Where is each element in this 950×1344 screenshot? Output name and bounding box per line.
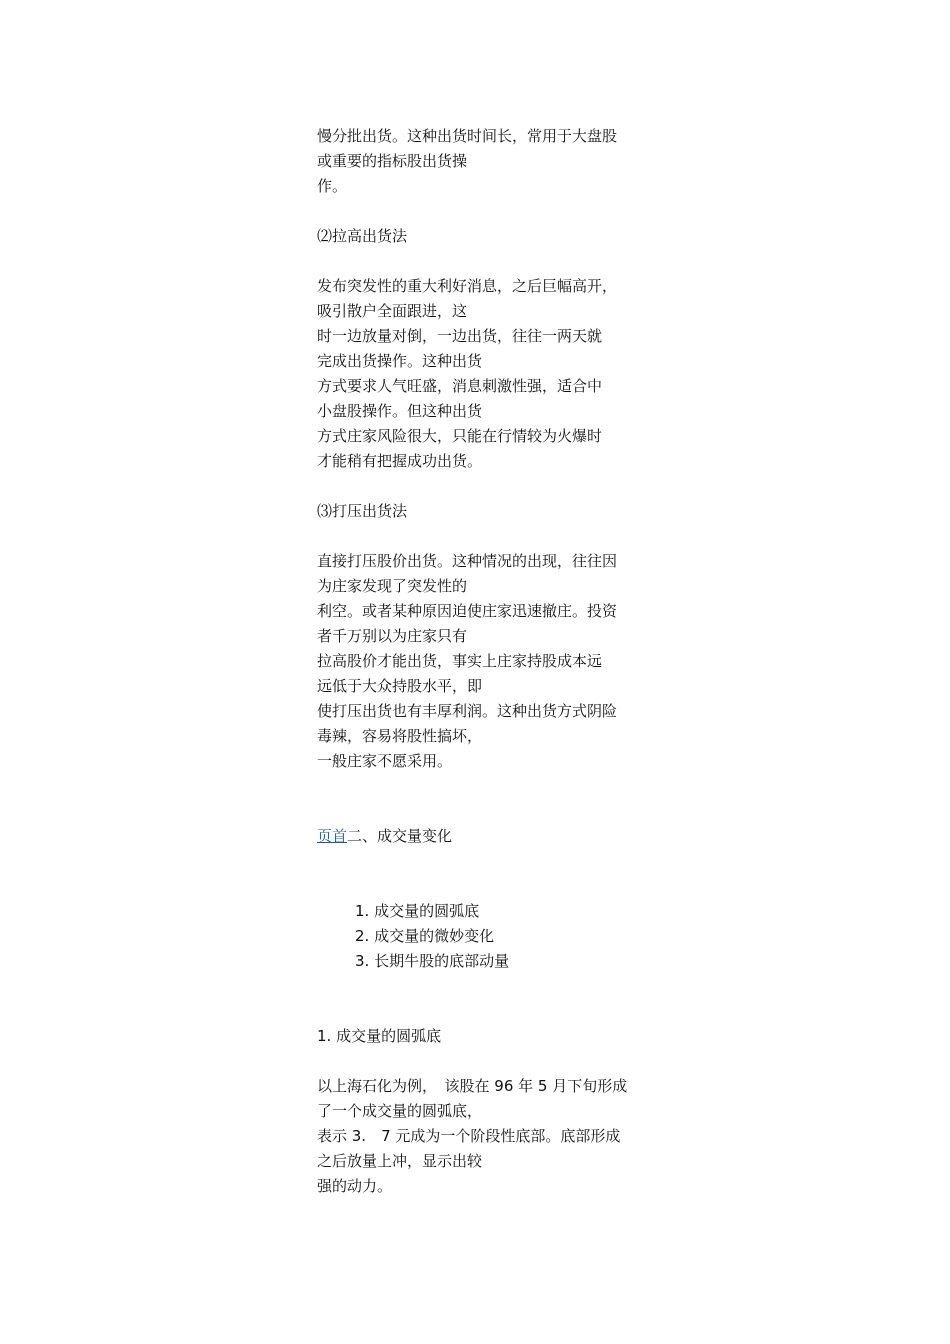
- text-line: 远低于大众持股水平，即: [317, 677, 483, 695]
- paragraph-top: [317, 124, 647, 199]
- toc-item[interactable]: 3. 长期牛股的底部动量: [355, 952, 510, 970]
- text-line: 为庄家发现了突发性的: [317, 577, 468, 595]
- toc-list: [317, 899, 647, 974]
- paragraph-yuanhudi: [317, 1074, 647, 1199]
- section-heading: [317, 824, 647, 849]
- text-line: 小盘股操作。但这种出货: [317, 402, 483, 420]
- text-line: 了一个成交量的圆弧底，: [317, 1102, 483, 1120]
- text-line: 才能稍有把握成功出货。: [317, 452, 483, 470]
- text-line: 者千万别以为庄家只有: [317, 627, 468, 645]
- text-line: 直接打压股价出货。这种情况的出现，往往因: [317, 552, 618, 570]
- paragraph-lagao: [317, 274, 647, 474]
- text-line: 使打压出货也有丰厚利润。这种出货方式阴险: [317, 702, 618, 720]
- text-line: 拉高股价才能出货，事实上庄家持股成本远: [317, 652, 603, 670]
- subsection-title-yuanhudi: 1. 成交量的圆弧底: [317, 1027, 442, 1045]
- text-line: 毒辣，容易将股性搞坏，: [317, 727, 483, 745]
- text-line: 吸引散户全面跟进，这: [317, 302, 468, 320]
- text-line: 作。: [317, 177, 348, 195]
- text-line: 方式要求人气旺盛，消息刺激性强，适合中: [317, 377, 603, 395]
- text-line: 方式庄家风险很大，只能在行情较为火爆时: [317, 427, 603, 445]
- text-line: 一般庄家不愿采用。: [317, 752, 453, 770]
- section-title-lagao: ⑵拉高出货法: [317, 227, 408, 245]
- text-line: 或重要的指标股出货操: [317, 152, 468, 170]
- text-line: 表示 3. 7 元成为一个阶段性底部。底部形成: [317, 1127, 621, 1145]
- section-title-daya: ⑶打压出货法: [317, 502, 408, 520]
- paragraph-daya: [317, 549, 647, 774]
- text-line: 强的动力。: [317, 1177, 393, 1195]
- text-line: 以上海石化为例， 该股在 96 年 5 月下旬形成: [317, 1077, 628, 1095]
- text-line: 利空。或者某种原因迫使庄家迅速撤庄。投资: [317, 602, 618, 620]
- text-line: 完成出货操作。这种出货: [317, 352, 483, 370]
- text-line: 慢分批出货。这种出货时间长，常用于大盘股: [317, 127, 618, 145]
- toc-item[interactable]: 1. 成交量的圆弧底: [355, 902, 480, 920]
- toc-item[interactable]: 2. 成交量的微妙变化: [355, 927, 495, 945]
- section-heading-title: 二、成交量变化: [347, 827, 453, 845]
- text-line: 发布突发性的重大利好消息，之后巨幅高开，: [317, 277, 618, 295]
- text-line: 之后放量上冲，显示出较: [317, 1152, 483, 1170]
- home-link[interactable]: 页首: [317, 827, 348, 845]
- text-line: 时一边放量对倒，一边出货，往往一两天就: [317, 327, 603, 345]
- document-body: [317, 124, 647, 1199]
